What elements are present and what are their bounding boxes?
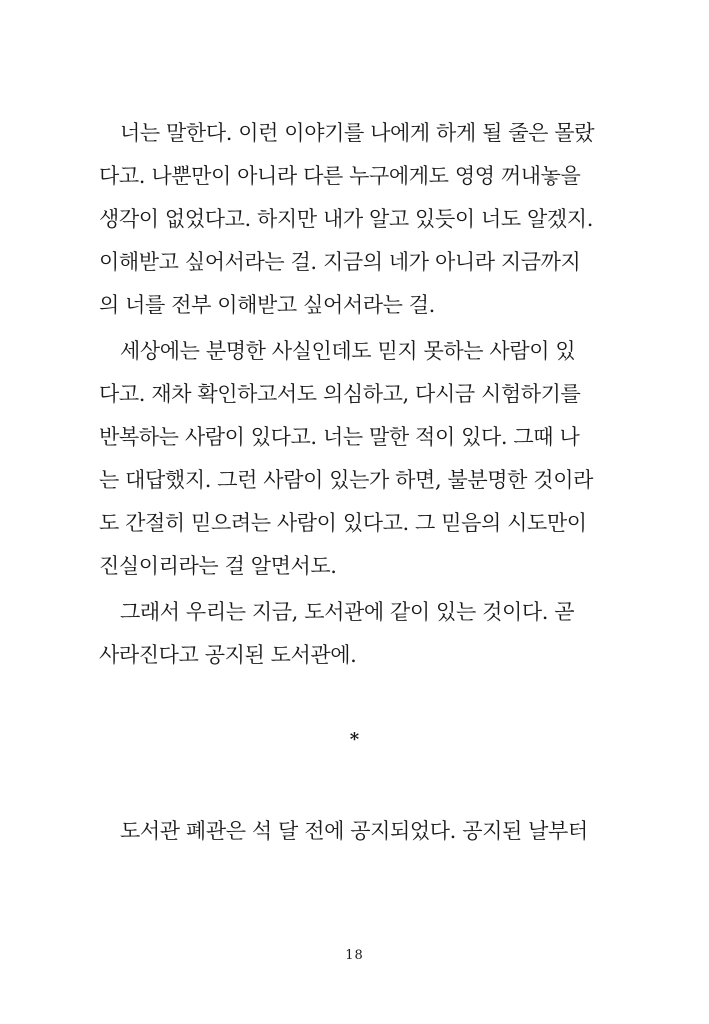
text-line: 다고. 재차 확인하고서도 의심하고, 다시금 시험하기를 — [99, 382, 581, 406]
text-line: 다고. 나뿐만이 아니라 다른 누구에게도 영영 꺼내놓을 — [99, 164, 581, 188]
text-line: 생각이 없었다고. 하지만 내가 알고 있듯이 너도 알겠지. — [99, 207, 593, 231]
text-line: 그래서 우리는 지금, 도서관에 같이 있는 것이다. 곧 — [120, 600, 575, 624]
text-line: 는 대답했지. 그런 사람이 있는가 하면, 불분명한 것이라 — [99, 468, 593, 492]
section-separator: * — [349, 729, 360, 750]
page-number: 18 — [345, 948, 364, 963]
text-line: 도서관 폐관은 석 달 전에 공지되었다. 공지된 날부터 — [120, 819, 588, 843]
text-line: 사라진다고 공지된 도서관에. — [99, 643, 357, 667]
text-line: 세상에는 분명한 사실인데도 믿지 못하는 사람이 있 — [120, 339, 576, 363]
text-line: 진실이리라는 걸 알면서도. — [99, 554, 337, 578]
text-line: 의 너를 전부 이해받고 싶어서라는 걸. — [99, 293, 435, 317]
text-line: 반복하는 사람이 있다고. 너는 말한 적이 있다. 그때 나 — [99, 425, 580, 449]
text-line: 너는 말한다. 이런 이야기를 나에게 하게 될 줄은 몰랐 — [120, 121, 595, 145]
text-line: 도 간절히 믿으려는 사람이 있다고. 그 믿음의 시도만이 — [99, 511, 587, 535]
text-line: 이해받고 싶어서라는 걸. 지금의 네가 아니라 지금까지 — [99, 250, 581, 274]
